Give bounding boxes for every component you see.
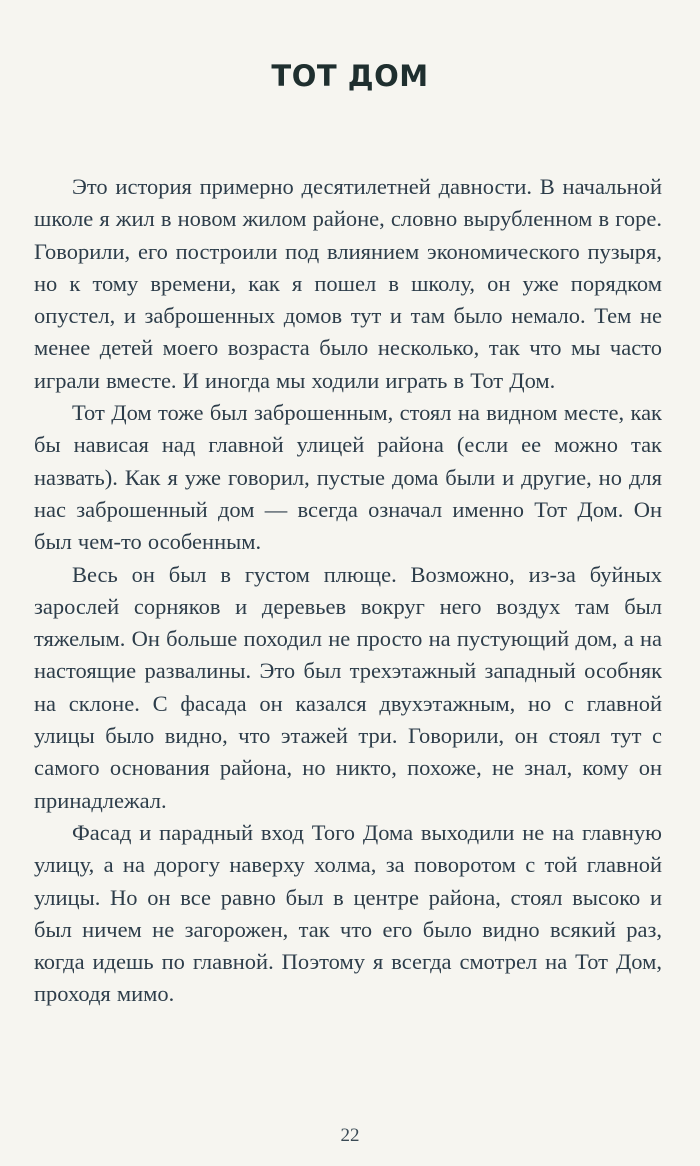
paragraph: Это история примерно десятилетней давности. В начальной школе я жил в новом жилом районе, словно вырубленном в горе. Говорили, его построили под влиянием экономического пузыря, но к тому времени, как я пошел в школу, он уже порядком опустел, и заброшенных домов тут и там было немало. Тем не менее детей моего возраста было несколько, так что мы часто играли вместе. И иногда мы ходили играть в Тот Дом. <box>34 174 662 393</box>
paragraph: Тот Дом тоже был заброшенным, стоял на видном месте, как бы нависая над главной улицей района (если ее можно так назвать). Как я уже говорил, пустые дома были и другие, но для нас заброшенный дом — всегда означал именно Тот Дом. Он был чем-то особенным. <box>34 400 662 555</box>
paragraph: Весь он был в густом плюще. Возможно, из-за буйных зарослей сорняков и деревьев вокруг него воздух там был тяжелым. Он больше походил не просто на пустующий дом, а на настоящие развалины. Это был трехэтажный западный особняк на склоне. С фасада он казался двухэтажным, но с главной улицы было видно, что этажей три. Говорили, он стоял тут с самого основания района, но никто, похоже, не знал, кому он принадлежал. <box>34 561 662 813</box>
page-number: 22 <box>340 1125 360 1146</box>
paragraph: Фасад и парадный вход Того Дома выходили не на главную улицу, а на дорогу наверху холма, за поворотом с той главной улицы. Но он все равно был в центре района, стоял высоко и был ничем не загорожен, так что его было видно всякий раз, когда идешь по главной. Поэтому я всегда смотрел на Тот Дом, проходя мимо. <box>34 819 662 1007</box>
chapter-title: ТОТ ДОМ <box>271 59 429 94</box>
chapter-body <box>34 171 662 1011</box>
